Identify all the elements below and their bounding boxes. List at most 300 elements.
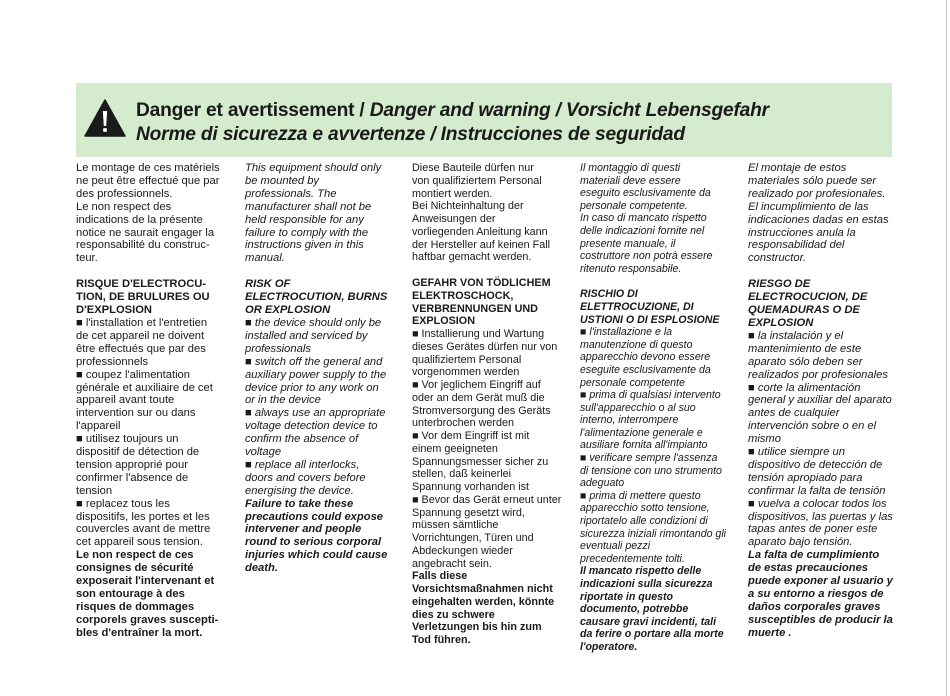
section-heading-line: RISCHIO DI bbox=[580, 288, 638, 301]
body-text: corte la alimentación bbox=[757, 381, 861, 394]
body-line bbox=[76, 433, 228, 446]
bullet-icon: ■ bbox=[412, 328, 419, 340]
warning-line: documento, potrebbe bbox=[580, 603, 689, 616]
body-text: replacez tous les bbox=[85, 497, 170, 510]
body-line bbox=[748, 343, 900, 356]
warning-line: corporels graves suscepti- bbox=[76, 613, 219, 626]
section-heading-line: VERBRENNUNGEN UND bbox=[412, 302, 538, 315]
body-text: device prior to any work on bbox=[245, 381, 379, 394]
body-text: dispositifs, les portes et les bbox=[76, 510, 210, 523]
warning-line: La falta de cumplimiento bbox=[748, 549, 880, 562]
body-text: di tensione con uno strumento bbox=[580, 464, 722, 477]
warning-line: daños corporales graves bbox=[748, 600, 881, 613]
bullet-icon: ■ bbox=[412, 379, 419, 391]
title-en-de: Danger and warning / Vorsicht Lebensgefahr bbox=[369, 100, 769, 121]
body-line bbox=[412, 456, 564, 469]
body-line bbox=[580, 389, 732, 402]
body-line bbox=[76, 420, 228, 433]
warning-line: injuries which could cause bbox=[245, 549, 388, 562]
warning-line: causare gravi incidenti, tali bbox=[580, 615, 717, 628]
intro-line: Le non respect des bbox=[76, 200, 172, 213]
section-heading-line: USTIONI O DI ESPLOSIONE bbox=[580, 313, 720, 326]
body-text: confirmer l'absence de bbox=[76, 471, 189, 484]
body-line bbox=[245, 459, 397, 472]
body-line bbox=[76, 498, 228, 511]
body-line bbox=[580, 326, 732, 339]
body-line bbox=[412, 481, 564, 494]
banner-title bbox=[136, 99, 769, 147]
body-line bbox=[748, 407, 900, 420]
body-text: antes de cualquier bbox=[748, 407, 840, 420]
body-text: ausiliare fornita all'impianto bbox=[580, 439, 708, 452]
body-line bbox=[580, 414, 732, 427]
intro-line: delle indicazioni fornite nel bbox=[580, 224, 705, 237]
intro-line: personale competente. bbox=[580, 199, 688, 212]
body-text: l'installation et l'entretien bbox=[85, 316, 208, 329]
warning-line: eingehalten werden, könnte bbox=[412, 595, 555, 608]
body-line bbox=[76, 472, 228, 485]
intro-line: des professionnels. bbox=[76, 187, 173, 200]
body-text: auxiliary power supply to the bbox=[245, 368, 387, 381]
body-text: couvercles avant de mettre bbox=[76, 523, 211, 536]
warning-line: riportate in questo bbox=[580, 590, 673, 603]
column-german bbox=[412, 162, 564, 647]
intro-line: Il montaggio di questi bbox=[580, 162, 681, 174]
intro-line: teur. bbox=[76, 252, 98, 265]
body-text: prima di mettere questo bbox=[589, 489, 701, 502]
body-line bbox=[76, 369, 228, 382]
body-text: installed and serviced by bbox=[245, 329, 368, 342]
intro-line: instructions given in this bbox=[245, 239, 364, 252]
body-line bbox=[580, 377, 732, 390]
body-line bbox=[412, 341, 564, 354]
body-text: sull'apparecchio o al suo bbox=[580, 401, 696, 414]
body-line bbox=[748, 356, 900, 369]
body-line bbox=[412, 545, 564, 558]
section-heading-line: TION, DE BRULURES OU bbox=[76, 291, 210, 304]
body-line bbox=[412, 443, 564, 456]
body-text: Vor jeglichem Eingriff auf bbox=[421, 379, 541, 391]
body-line bbox=[748, 394, 900, 407]
body-line bbox=[580, 528, 732, 541]
section-gap bbox=[245, 265, 397, 278]
section-heading-line: RISQUE D'ELECTROCU- bbox=[76, 278, 207, 291]
intro-line: El incumplimiento de las bbox=[748, 200, 869, 213]
body-text: aparato bajo tensión. bbox=[748, 536, 853, 549]
body-text: interno, interrompere bbox=[580, 414, 679, 427]
body-text: replace all interlocks, bbox=[254, 458, 360, 471]
body-line bbox=[748, 536, 900, 549]
body-text: energising the device. bbox=[245, 484, 354, 497]
body-line bbox=[580, 477, 732, 490]
body-text: adeguato bbox=[580, 477, 625, 490]
body-text: einem geeigneten bbox=[412, 442, 498, 455]
body-text: realizados por profesionales bbox=[748, 368, 888, 381]
warning-line: de estas precauciones bbox=[748, 562, 869, 575]
warning-line: precautions could expose bbox=[245, 510, 384, 523]
warning-line: Le non respect de ces bbox=[76, 549, 194, 562]
body-line bbox=[412, 519, 564, 532]
body-text: appareil avant toute bbox=[76, 394, 175, 407]
bullet-icon: ■ bbox=[245, 316, 252, 329]
bullet-icon: ■ bbox=[76, 497, 83, 510]
intro-line: professionals. The bbox=[245, 187, 337, 200]
body-line bbox=[245, 472, 397, 485]
warning-line: exposerait l'intervenant et bbox=[76, 575, 215, 588]
body-text: Abdeckungen wieder bbox=[412, 544, 513, 557]
body-text: de cet appareil ne doivent bbox=[76, 329, 205, 342]
safety-banner bbox=[76, 83, 892, 157]
body-text: stellen, daß keinerlei bbox=[412, 468, 512, 481]
body-text: utilice siempre un bbox=[757, 446, 845, 459]
body-text: confirmar la falta de tensión bbox=[748, 484, 886, 497]
body-line bbox=[412, 468, 564, 481]
column-italian bbox=[580, 162, 732, 654]
body-line bbox=[412, 558, 564, 571]
bullet-icon: ■ bbox=[580, 452, 587, 465]
body-text: tension approprié pour bbox=[76, 458, 188, 471]
warning-line: Il mancato rispetto delle bbox=[580, 565, 702, 578]
body-line bbox=[748, 472, 900, 485]
intro-line: materiales sólo puede ser bbox=[748, 174, 877, 187]
column-french bbox=[76, 162, 228, 640]
warning-line: intervener and people bbox=[245, 523, 362, 536]
body-line bbox=[748, 485, 900, 498]
body-line bbox=[245, 420, 397, 433]
body-text: tensión apropiado para bbox=[748, 471, 863, 484]
intro-line: instrucciones anula la bbox=[748, 226, 856, 239]
body-line bbox=[245, 382, 397, 395]
body-text: l'installazione e la bbox=[589, 326, 673, 339]
body-text: la instalación y el bbox=[757, 329, 844, 342]
banner-title-line-1 bbox=[136, 99, 769, 123]
body-line bbox=[748, 459, 900, 472]
body-line bbox=[748, 369, 900, 382]
body-line bbox=[412, 405, 564, 418]
body-line bbox=[245, 485, 397, 498]
body-line bbox=[76, 356, 228, 369]
page-edge-line bbox=[946, 0, 947, 696]
section-gap bbox=[412, 264, 564, 277]
body-text: angebracht sein. bbox=[412, 557, 492, 570]
body-text: switch off the general and bbox=[254, 355, 383, 368]
body-line bbox=[76, 536, 228, 549]
body-text: qualifiziertem Personal bbox=[412, 353, 522, 366]
body-text: Vorrichtungen, Türen und bbox=[412, 532, 534, 544]
body-line bbox=[748, 498, 900, 511]
intro-line: montiert werden. bbox=[412, 187, 493, 200]
intro-line: materiali deve essere bbox=[580, 174, 681, 187]
body-line bbox=[412, 379, 564, 392]
section-heading-line: ELECTROCUCION, DE bbox=[748, 291, 868, 304]
intro-line: der Hersteller auf keinen Fall bbox=[412, 238, 551, 251]
body-text: Spannung gesetzt wird, bbox=[412, 506, 525, 519]
intro-line: costruttore non potrà essere bbox=[580, 250, 713, 263]
body-line bbox=[580, 465, 732, 478]
body-text: general y auxiliar del aparato bbox=[748, 394, 892, 407]
intro-line: Bei Nichteinhaltung der bbox=[412, 200, 524, 213]
body-line bbox=[245, 343, 397, 356]
section-heading-line: ELEKTROSCHOCK, bbox=[412, 289, 514, 302]
body-text: intervención sobre o en el bbox=[748, 420, 877, 433]
body-text: manutenzione di questo bbox=[580, 338, 693, 351]
title-fr: Danger et avertissement / bbox=[136, 100, 370, 121]
body-text: mantenimiento de este bbox=[748, 342, 862, 355]
body-line bbox=[412, 532, 564, 545]
body-text: vuelva a colocar todos los bbox=[757, 497, 887, 510]
body-line bbox=[580, 490, 732, 503]
warning-line: Verletzungen bis hin zum bbox=[412, 621, 542, 634]
body-text: l'appareil bbox=[76, 420, 121, 433]
bullet-icon: ■ bbox=[76, 368, 83, 381]
body-line bbox=[76, 511, 228, 524]
warning-line: Failure to take these bbox=[245, 497, 354, 510]
body-line bbox=[412, 507, 564, 520]
body-text: tension bbox=[76, 484, 113, 497]
body-text: tapas antes de poner este bbox=[748, 523, 878, 536]
body-text: or in the device bbox=[245, 394, 321, 407]
intro-line: Le montage de ces matériels bbox=[76, 162, 220, 174]
section-gap bbox=[580, 275, 732, 288]
section-heading-line: EXPLOSION bbox=[412, 315, 475, 328]
body-text: Vor dem Eingriff ist mit bbox=[421, 430, 530, 442]
warning-line: l'operatore. bbox=[580, 640, 638, 653]
body-line bbox=[580, 452, 732, 465]
body-line bbox=[76, 523, 228, 536]
warning-line: risques de dommages bbox=[76, 600, 195, 613]
body-line bbox=[580, 540, 732, 553]
intro-line: presente manuale, il bbox=[580, 237, 676, 250]
body-text: the device should only be bbox=[254, 316, 382, 329]
column-english bbox=[245, 162, 397, 575]
body-text: Spannung vorhanden ist bbox=[412, 481, 530, 493]
body-text: voltage detection device to bbox=[245, 420, 378, 433]
body-line bbox=[412, 354, 564, 367]
bullet-icon: ■ bbox=[245, 355, 252, 368]
body-line bbox=[748, 382, 900, 395]
body-text: Bevor das Gerät erneut unter bbox=[421, 493, 562, 506]
warning-line: da ferire o portare alla morte bbox=[580, 628, 724, 641]
body-text: aparato sólo deben ser bbox=[748, 355, 863, 368]
body-line bbox=[580, 427, 732, 440]
intro-line: ritenuto responsabile. bbox=[580, 262, 682, 275]
body-line bbox=[412, 328, 564, 341]
body-line bbox=[580, 402, 732, 415]
bullet-icon: ■ bbox=[245, 407, 252, 420]
body-text: générale et auxiliaire de cet bbox=[76, 381, 213, 394]
warning-line: Tod führen. bbox=[412, 634, 471, 646]
warning-line: indicazioni sulla sicurezza bbox=[580, 578, 713, 590]
section-heading-line: ELECTROCUTION, BURNS bbox=[245, 291, 388, 304]
intro-line: In caso di mancato rispetto bbox=[580, 212, 707, 225]
warning-triangle-icon bbox=[84, 99, 126, 137]
intro-line: responsabilidad del bbox=[748, 239, 845, 252]
intro-line: be mounted by bbox=[245, 174, 320, 187]
body-line bbox=[748, 330, 900, 343]
body-text: Stromversorgung des Geräts bbox=[412, 404, 551, 417]
body-line bbox=[76, 394, 228, 407]
warning-line: Vorsichtsmaßnahmen nicht bbox=[412, 583, 553, 595]
body-text: prima di qualsiasi intervento bbox=[589, 389, 721, 402]
body-line bbox=[412, 392, 564, 405]
warning-line: bles d'entraîner la mort. bbox=[76, 626, 203, 639]
intro-line: indications de la présente bbox=[76, 213, 203, 226]
bullet-icon: ■ bbox=[76, 433, 83, 446]
intro-line: responsabilité du construc- bbox=[76, 239, 210, 252]
body-line bbox=[76, 485, 228, 498]
intro-line: realizado por profesionales. bbox=[748, 187, 886, 200]
body-line bbox=[580, 364, 732, 377]
body-text: oder an dem Gerät muß die bbox=[412, 391, 545, 404]
section-gap bbox=[76, 265, 228, 278]
warning-line: dies zu schwere bbox=[412, 608, 495, 621]
body-text: riportatelo alle condizioni di bbox=[580, 515, 708, 528]
body-line bbox=[245, 407, 397, 420]
intro-line: eseguito esclusivamente da bbox=[580, 187, 711, 200]
body-line bbox=[580, 515, 732, 528]
bullet-icon: ■ bbox=[748, 381, 755, 394]
warning-line: a su entorno a riesgos de bbox=[748, 588, 884, 600]
body-text: professionnels bbox=[76, 355, 149, 368]
intro-line: von qualifiziertem Personal bbox=[412, 174, 542, 187]
body-text: professionals bbox=[245, 342, 311, 355]
body-text: mismo bbox=[748, 433, 781, 446]
body-line bbox=[245, 369, 397, 382]
body-line bbox=[245, 394, 397, 407]
body-line bbox=[580, 553, 732, 566]
body-text: voltage bbox=[245, 446, 282, 459]
body-line bbox=[76, 459, 228, 472]
body-text: verificare sempre l'assenza bbox=[589, 452, 718, 465]
warning-line: Falls diese bbox=[412, 570, 468, 583]
body-text: l'alimentazione generale e bbox=[580, 426, 703, 439]
body-text: apparecchio sotto tensione, bbox=[580, 502, 710, 515]
warning-line: consignes de sécurité bbox=[76, 562, 194, 575]
body-text: eventuali pezzi bbox=[580, 540, 651, 553]
section-heading-line: ELETTROCUZIONE, DI bbox=[580, 300, 694, 313]
bullet-icon: ■ bbox=[580, 389, 587, 402]
intro-line: constructor. bbox=[748, 252, 807, 265]
body-line bbox=[76, 330, 228, 343]
bullet-icon: ■ bbox=[748, 497, 755, 510]
section-gap bbox=[748, 265, 900, 278]
intro-line: vorliegenden Anleitung kann bbox=[412, 225, 548, 238]
body-text: dispositivos, las puertas y las bbox=[748, 510, 893, 523]
bullet-icon: ■ bbox=[76, 316, 83, 329]
body-line bbox=[76, 382, 228, 395]
intro-line: haftbar gemacht werden. bbox=[412, 251, 532, 264]
body-line bbox=[76, 317, 228, 330]
body-text: coupez l'alimentation bbox=[85, 368, 191, 381]
section-heading-line: QUEMADURAS O DE bbox=[748, 304, 860, 317]
intro-line: manual. bbox=[245, 252, 285, 265]
body-text: utilisez toujours un bbox=[85, 433, 179, 446]
body-text: doors and covers before bbox=[245, 471, 366, 484]
body-line bbox=[412, 366, 564, 379]
body-line bbox=[76, 343, 228, 356]
intro-line: failure to comply with the bbox=[245, 226, 369, 239]
section-heading-line: EXPLOSION bbox=[748, 316, 814, 329]
intro-line: notice ne saurait engager la bbox=[76, 226, 215, 239]
intro-line: Diese Bauteile dürfen nur bbox=[412, 162, 534, 174]
body-line bbox=[748, 420, 900, 433]
intro-line: This equipment should only bbox=[245, 162, 382, 174]
bullet-icon: ■ bbox=[748, 446, 755, 459]
intro-line: indicaciones dadas en estas bbox=[748, 213, 889, 226]
section-heading-line: OR EXPLOSION bbox=[245, 304, 331, 317]
intro-line: El montaje de estos bbox=[748, 162, 847, 174]
bullet-icon: ■ bbox=[580, 489, 587, 502]
body-text: dieses Gerätes dürfen nur von bbox=[412, 340, 558, 353]
section-heading-line: RISK OF bbox=[245, 278, 291, 291]
section-heading-line: GEFAHR VON TÖDLICHEM bbox=[412, 277, 551, 289]
bullet-icon: ■ bbox=[412, 430, 419, 442]
body-text: Installierung und Wartung bbox=[421, 328, 545, 340]
bullet-icon: ■ bbox=[580, 326, 587, 339]
body-text: sicurezza iniziali rimontando gli bbox=[580, 527, 727, 540]
body-text: cet appareil sous tension. bbox=[76, 536, 203, 549]
warning-line: death. bbox=[245, 562, 278, 575]
body-text: vorgenommen werden bbox=[412, 366, 520, 379]
body-text: unterbrochen werden bbox=[412, 417, 515, 430]
bullet-icon: ■ bbox=[412, 493, 419, 506]
body-line bbox=[580, 339, 732, 352]
body-line bbox=[245, 433, 397, 446]
body-line bbox=[245, 330, 397, 343]
body-text: intervention sur ou dans bbox=[76, 407, 196, 420]
body-line bbox=[412, 417, 564, 430]
warning-line: puede exponer al usuario y bbox=[748, 575, 893, 588]
body-text: dispositivo de detección de bbox=[748, 458, 883, 471]
body-line bbox=[580, 502, 732, 515]
body-text: always use an appropriate bbox=[254, 407, 386, 420]
body-text: confirm the absence of bbox=[245, 433, 359, 446]
body-line bbox=[748, 446, 900, 459]
warning-line: round to serious corporal bbox=[245, 536, 382, 549]
body-line bbox=[245, 317, 397, 330]
body-line bbox=[748, 433, 900, 446]
body-line bbox=[748, 523, 900, 536]
body-text: dispositif de détection de bbox=[76, 446, 200, 459]
body-line bbox=[748, 511, 900, 524]
body-line bbox=[76, 407, 228, 420]
warning-line: susceptibles de producir la bbox=[748, 613, 893, 626]
body-text: apparecchio devono essere bbox=[580, 351, 711, 364]
column-spanish bbox=[748, 162, 900, 640]
body-line bbox=[245, 446, 397, 459]
body-text: Spannungsmesser sicher zu bbox=[412, 455, 549, 468]
body-line bbox=[580, 439, 732, 452]
warning-line: muerte . bbox=[748, 626, 792, 639]
body-text: eseguite esclusivamente da bbox=[580, 363, 711, 376]
body-text: être effectués que par des bbox=[76, 342, 206, 355]
bullet-icon: ■ bbox=[245, 458, 252, 471]
warning-line: son entourage à des bbox=[76, 588, 185, 600]
bullet-icon: ■ bbox=[748, 329, 755, 342]
intro-line: held responsible for any bbox=[245, 213, 364, 226]
intro-line: ne peut être effectué que par bbox=[76, 174, 220, 187]
body-text: precedentemente tolti. bbox=[580, 552, 685, 565]
body-line bbox=[412, 494, 564, 507]
section-heading-line: RIESGO DE bbox=[748, 278, 811, 291]
body-line bbox=[245, 356, 397, 369]
intro-line: Anweisungen der bbox=[412, 213, 496, 225]
intro-line: manufacturer shall not be bbox=[245, 200, 372, 213]
body-text: müssen sämtliche bbox=[412, 519, 499, 532]
body-text: personale competente bbox=[580, 376, 685, 389]
body-line bbox=[412, 430, 564, 443]
body-line bbox=[76, 446, 228, 459]
